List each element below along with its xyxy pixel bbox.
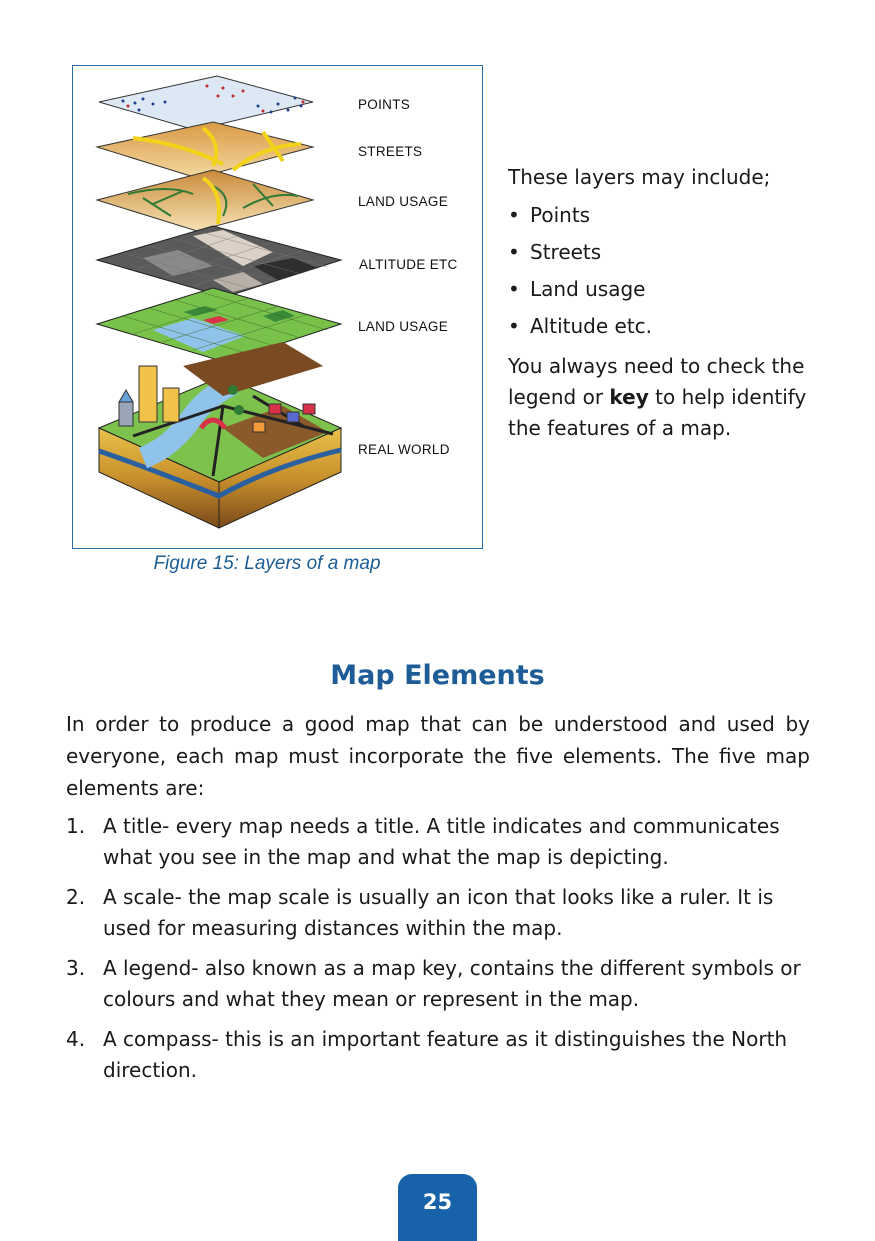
label-points: POINTS [358, 97, 411, 112]
list-item: • Altitude etc. [508, 308, 818, 345]
list-item [66, 953, 810, 1015]
map-layers-figure [72, 65, 483, 549]
section-intro: In order to produce a good map that can be understood and used by everyone, each map must incorporate the five elements. The five map elements are: [66, 712, 810, 800]
note-text-before: You always need to check the legend or [508, 354, 805, 409]
label-land-usage-bottom: LAND USAGE [358, 319, 449, 334]
label-streets: STREETS [358, 144, 423, 159]
label-land-usage-top: LAND USAGE [358, 194, 449, 209]
layers-description [508, 162, 818, 444]
legend-note [508, 351, 818, 444]
real-world-block [99, 342, 341, 528]
list-item: • Streets [508, 234, 818, 271]
list-item: • Points [508, 197, 818, 234]
list-item: • Land usage [508, 271, 818, 308]
points-layer [99, 76, 313, 130]
list-item [66, 811, 810, 873]
map-layers-illustration [73, 66, 484, 550]
label-real-world: REAL WORLD [358, 442, 450, 457]
item-text: A title- every map needs a title. A title indicates and communicates what you see in the map and what the map is depicting. [103, 814, 780, 869]
item-number: 2. [66, 885, 86, 909]
item-text: A scale- the map scale is usually an icon that looks like a ruler. It is used for measuring distances within the map. [103, 885, 774, 940]
land-usage-layer-bottom [97, 288, 341, 362]
layers-intro: These layers may include; [508, 165, 771, 189]
list-item [66, 1024, 810, 1086]
list-item [66, 882, 810, 944]
land-usage-layer-top [97, 170, 313, 231]
map-elements-list [66, 811, 810, 1095]
item-number: 3. [66, 956, 86, 980]
label-altitude: ALTITUDE ETC [359, 257, 458, 272]
figure-caption: Figure 15: Layers of a map [153, 553, 381, 574]
item-text: A compass- this is an important feature as it distinguishes the North direction. [103, 1027, 788, 1082]
key-term: key [609, 385, 649, 409]
note-text-after: to help identify the features of a map. [508, 385, 807, 440]
page-number-tab [398, 1174, 477, 1241]
item-number: 1. [66, 814, 86, 838]
page-number: 25 [422, 1190, 453, 1214]
layers-list [508, 197, 818, 345]
section-heading: Map Elements [330, 660, 545, 691]
item-number: 4. [66, 1027, 86, 1051]
streets-layer [97, 122, 313, 178]
item-text: A legend- also known as a map key, contains the different symbols or colours and what they mean or represent in the map. [103, 956, 801, 1011]
altitude-layer [97, 226, 341, 297]
